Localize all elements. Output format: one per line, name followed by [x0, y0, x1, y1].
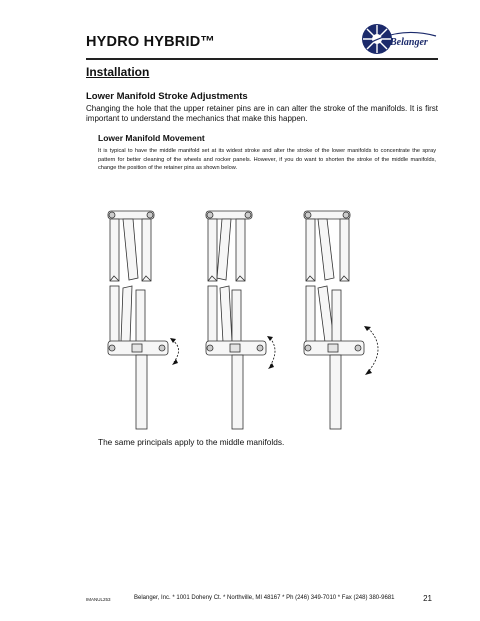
- closing-note: The same principals apply to the middle manifolds.: [98, 437, 285, 447]
- manifold-assembly-2: [206, 211, 266, 429]
- manifold-movement-diagram: [96, 200, 396, 430]
- manual-code: IMANUL253: [86, 597, 111, 602]
- rotation-arrow-1: [172, 340, 179, 362]
- belanger-logo: [360, 22, 438, 56]
- document-title: HYDRO HYBRID™: [86, 34, 216, 50]
- page-footer: [86, 594, 438, 608]
- company-address: Belanger, Inc. * 1001 Doheny Ct. * Northville, MI 48167 * Ph (246) 349-7010 * Fax (248) 380-9681: [134, 595, 395, 601]
- movement-paragraph: It is typical to have the middle manifold set at its widest stroke and alter the stroke of the lower manifolds to concentrate the spray pattern for better cleaning of the wheels and rocker panels. However, if you do want to shorten the stroke of the middle manifolds, change the position of the retainer pins as shown below.: [98, 148, 436, 172]
- subsection-title: Lower Manifold Stroke Adjustments: [86, 91, 248, 102]
- page-number: 21: [423, 594, 432, 603]
- manifold-assembly-3: [304, 211, 364, 429]
- movement-title: Lower Manifold Movement: [98, 133, 205, 143]
- header-rule: [86, 58, 438, 60]
- svg-text:Belanger: Belanger: [390, 37, 428, 48]
- page-header: [86, 20, 438, 60]
- section-title: Installation: [86, 65, 150, 79]
- intro-paragraph: Changing the hole that the upper retainer pins are in can alter the stroke of the manifolds. It is first important to understand the mechanics that make this happen.: [86, 104, 438, 123]
- manifold-assembly-1: [108, 211, 168, 429]
- rotation-arrow-3: [368, 328, 378, 372]
- rotation-arrow-2: [270, 338, 275, 366]
